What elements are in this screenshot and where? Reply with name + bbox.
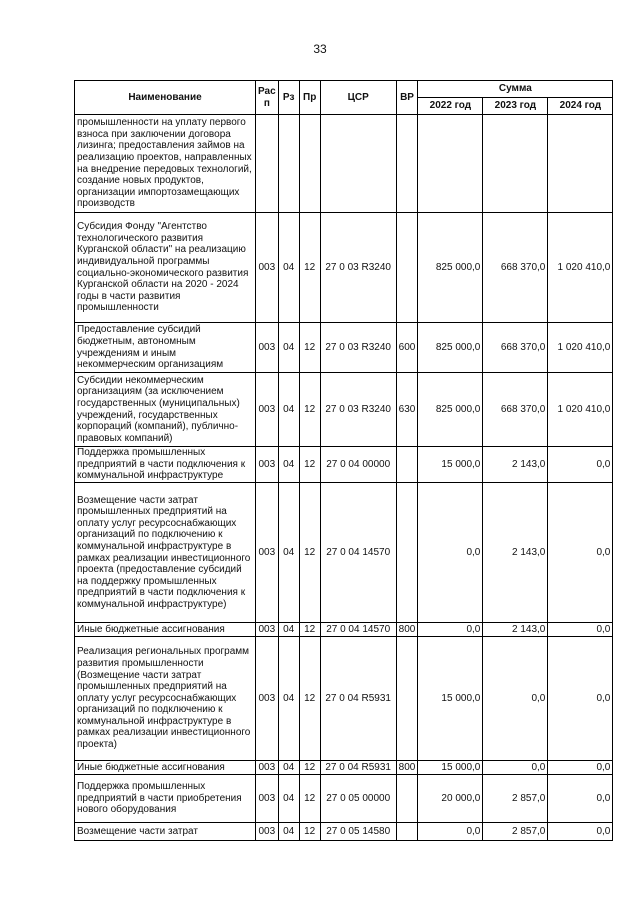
- cell-2022: 0,0: [418, 623, 483, 637]
- table-body: [75, 115, 613, 841]
- cell-csr: 27 0 04 R5931: [320, 637, 396, 761]
- cell-2022: [418, 115, 483, 213]
- cell-rasp: 003: [256, 623, 279, 637]
- cell-rasp: 003: [256, 483, 279, 623]
- cell-2023: 668 370,0: [483, 373, 548, 447]
- cell-2022: 825 000,0: [418, 213, 483, 323]
- cell-pr: 12: [299, 447, 320, 483]
- cell-pr: 12: [299, 637, 320, 761]
- cell-rasp: 003: [256, 373, 279, 447]
- cell-rasp: [256, 115, 279, 213]
- header-year-2024: 2024 год: [548, 98, 613, 115]
- cell-vr: [396, 115, 418, 213]
- cell-vr: [396, 483, 418, 623]
- cell-csr: [320, 115, 396, 213]
- cell-csr: 27 0 04 R5931: [320, 761, 396, 775]
- cell-2023: 2 857,0: [483, 823, 548, 841]
- cell-name: Возмещение части затрат промышленных предприятий на оплату услуг ресурсоснабжающих организаций по подключению к коммунальной инфраструктуре в рамках реализации инвестиционного проекта (предоставление субсидий на поддержку промышленных предприятий в части подключения к коммунальной инфраструктуре): [75, 483, 256, 623]
- cell-name: промышленности на уплату первого взноса при заключении договора лизинга; предоставления займов на реализацию проектов, направленных на внедрение передовых технологий, создание новых продуктов, организации импортозамещающих производств: [75, 115, 256, 213]
- cell-pr: [299, 115, 320, 213]
- cell-vr: 600: [396, 323, 418, 373]
- cell-2023: 0,0: [483, 637, 548, 761]
- cell-2024: 0,0: [548, 823, 613, 841]
- cell-rz: 04: [278, 213, 299, 323]
- cell-vr: [396, 213, 418, 323]
- table-row: [75, 323, 613, 373]
- cell-2024: 0,0: [548, 623, 613, 637]
- cell-name: Поддержка промышленных предприятий в части приобретения нового оборудования: [75, 775, 256, 823]
- cell-pr: 12: [299, 623, 320, 637]
- cell-2023: 2 857,0: [483, 775, 548, 823]
- cell-rasp: 003: [256, 775, 279, 823]
- cell-pr: 12: [299, 761, 320, 775]
- cell-pr: 12: [299, 823, 320, 841]
- cell-vr: [396, 637, 418, 761]
- cell-name: Возмещение части затрат: [75, 823, 256, 841]
- table-row: [75, 637, 613, 761]
- page-number: 33: [313, 42, 327, 56]
- cell-rasp: 003: [256, 761, 279, 775]
- cell-2023: 2 143,0: [483, 447, 548, 483]
- cell-vr: 800: [396, 623, 418, 637]
- table-row: [75, 115, 613, 213]
- cell-2023: 668 370,0: [483, 323, 548, 373]
- table-row: [75, 775, 613, 823]
- cell-rz: 04: [278, 323, 299, 373]
- cell-2024: 0,0: [548, 761, 613, 775]
- cell-pr: 12: [299, 373, 320, 447]
- cell-name: Субсидии некоммерческим организациям (за исключением государственных (муниципальных) учреждений, государственных корпораций (компаний), публично-правовых компаний): [75, 373, 256, 447]
- cell-2022: 825 000,0: [418, 373, 483, 447]
- cell-rz: 04: [278, 483, 299, 623]
- cell-rasp: 003: [256, 213, 279, 323]
- header-rasp: Рас п: [256, 81, 279, 115]
- cell-pr: 12: [299, 483, 320, 623]
- cell-2023: 0,0: [483, 761, 548, 775]
- table-row: [75, 447, 613, 483]
- cell-rz: 04: [278, 637, 299, 761]
- cell-rasp: 003: [256, 637, 279, 761]
- table-row: [75, 373, 613, 447]
- cell-rz: 04: [278, 623, 299, 637]
- cell-csr: 27 0 03 R3240: [320, 213, 396, 323]
- cell-csr: 27 0 05 14580: [320, 823, 396, 841]
- header-sum: Сумма: [418, 81, 613, 98]
- cell-rasp: 003: [256, 823, 279, 841]
- cell-2024: 1 020 410,0: [548, 213, 613, 323]
- cell-2024: 0,0: [548, 447, 613, 483]
- cell-2022: 20 000,0: [418, 775, 483, 823]
- cell-2024: 1 020 410,0: [548, 323, 613, 373]
- cell-csr: 27 0 03 R3240: [320, 323, 396, 373]
- table-header: [75, 81, 613, 115]
- cell-rz: 04: [278, 823, 299, 841]
- cell-2024: [548, 115, 613, 213]
- budget-table: [74, 80, 613, 841]
- cell-rasp: 003: [256, 323, 279, 373]
- cell-name: Субсидия Фонду "Агентство технологического развития Курганской области" на реализацию индивидуальной программы социально-экономического развития Курганской области на 2020 - 2024 годы в части развития промышленности: [75, 213, 256, 323]
- cell-2024: 0,0: [548, 483, 613, 623]
- cell-pr: 12: [299, 775, 320, 823]
- table-row: [75, 623, 613, 637]
- cell-2022: 0,0: [418, 823, 483, 841]
- cell-vr: [396, 447, 418, 483]
- cell-2023: [483, 115, 548, 213]
- cell-name: Предоставление субсидий бюджетным, автономным учреждениям и иным некоммерческим организациям: [75, 323, 256, 373]
- header-name: Наименование: [75, 81, 256, 115]
- table-row: [75, 823, 613, 841]
- cell-2024: 0,0: [548, 637, 613, 761]
- header-year-2023: 2023 год: [483, 98, 548, 115]
- cell-rz: 04: [278, 373, 299, 447]
- header-year-2022: 2022 год: [418, 98, 483, 115]
- cell-csr: 27 0 04 00000: [320, 447, 396, 483]
- header-pr: Пр: [299, 81, 320, 115]
- cell-rz: 04: [278, 761, 299, 775]
- cell-2023: 668 370,0: [483, 213, 548, 323]
- cell-vr: [396, 823, 418, 841]
- cell-csr: 27 0 04 14570: [320, 623, 396, 637]
- header-vr: ВР: [396, 81, 418, 115]
- cell-name: Поддержка промышленных предприятий в части подключения к коммунальной инфраструктуре: [75, 447, 256, 483]
- cell-rz: [278, 115, 299, 213]
- cell-name: Иные бюджетные ассигнования: [75, 761, 256, 775]
- cell-rz: 04: [278, 775, 299, 823]
- cell-name: Реализация региональных программ развития промышленности (Возмещение части затрат промышленных предприятий на оплату услуг ресурсоснабжающих организаций по подключению к коммунальной инфраструктуре в рамках реализации инвестиционного проекта): [75, 637, 256, 761]
- cell-vr: 800: [396, 761, 418, 775]
- table-row: [75, 483, 613, 623]
- header-rz: Рз: [278, 81, 299, 115]
- cell-pr: 12: [299, 323, 320, 373]
- cell-2022: 15 000,0: [418, 637, 483, 761]
- cell-2023: 2 143,0: [483, 483, 548, 623]
- cell-2022: 15 000,0: [418, 447, 483, 483]
- cell-rz: 04: [278, 447, 299, 483]
- cell-rasp: 003: [256, 447, 279, 483]
- cell-2022: 0,0: [418, 483, 483, 623]
- cell-name: Иные бюджетные ассигнования: [75, 623, 256, 637]
- cell-csr: 27 0 05 00000: [320, 775, 396, 823]
- cell-2022: 15 000,0: [418, 761, 483, 775]
- table-row: [75, 761, 613, 775]
- cell-vr: 630: [396, 373, 418, 447]
- cell-2022: 825 000,0: [418, 323, 483, 373]
- cell-2023: 2 143,0: [483, 623, 548, 637]
- header-csr: ЦСР: [320, 81, 396, 115]
- cell-vr: [396, 775, 418, 823]
- cell-csr: 27 0 04 14570: [320, 483, 396, 623]
- table-row: [75, 213, 613, 323]
- cell-csr: 27 0 03 R3240: [320, 373, 396, 447]
- cell-pr: 12: [299, 213, 320, 323]
- cell-2024: 0,0: [548, 775, 613, 823]
- cell-2024: 1 020 410,0: [548, 373, 613, 447]
